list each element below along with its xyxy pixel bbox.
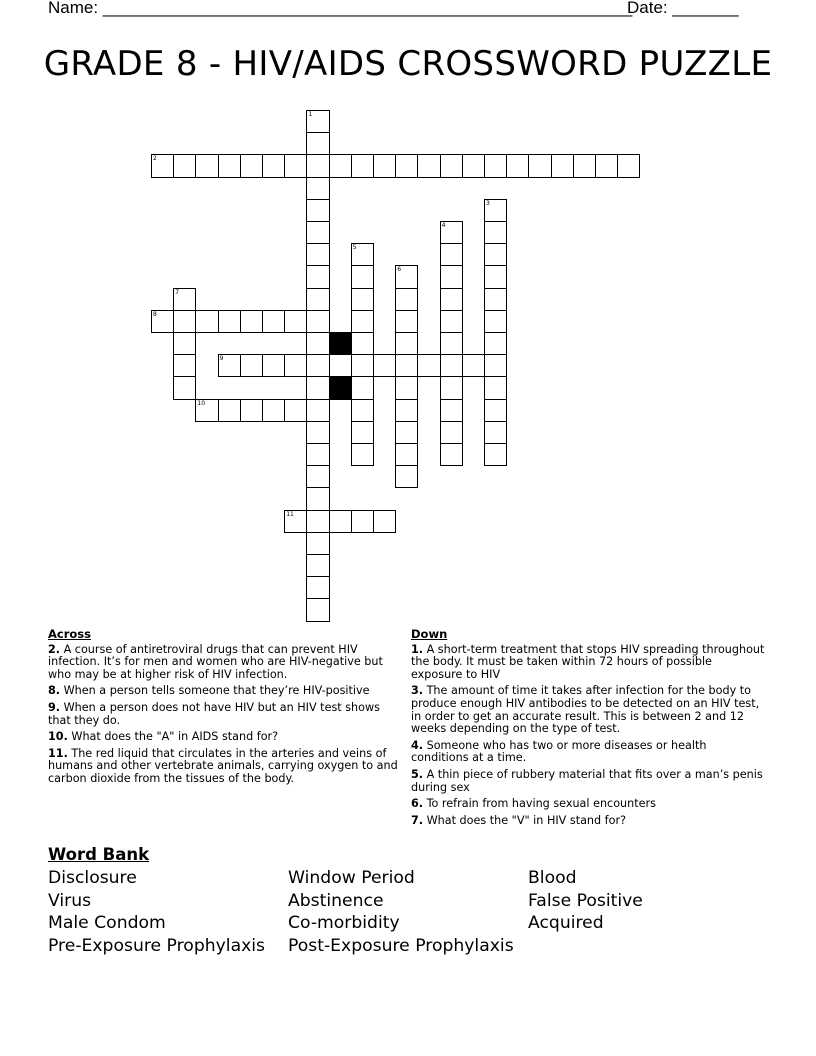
answer-square[interactable] [484,421,507,444]
answer-square[interactable] [306,376,329,399]
clue-number: 6 [397,266,402,274]
answer-square[interactable] [351,376,374,399]
clue-number: 10. [48,730,68,744]
answer-square[interactable] [306,354,329,377]
answer-square[interactable] [440,310,463,333]
answer-square[interactable] [351,154,374,177]
answer-square[interactable] [395,421,418,444]
answer-square[interactable] [484,265,507,288]
page-title: GRADE 8 - HIV/AIDS CROSSWORD PUZZLE [43,44,773,84]
answer-square[interactable] [306,598,329,621]
answer-square[interactable] [240,354,263,377]
answer-square[interactable] [351,510,374,533]
clue-item [411,769,766,794]
answer-square[interactable] [395,288,418,311]
answer-square[interactable] [284,510,307,533]
answer-square[interactable] [306,532,329,555]
answer-square[interactable] [306,576,329,599]
answer-square[interactable] [395,465,418,488]
word-bank-item: Disclosure [48,868,137,888]
answer-square[interactable] [395,154,418,177]
answer-square[interactable] [440,399,463,422]
answer-square[interactable] [440,154,463,177]
answer-square[interactable] [395,443,418,466]
answer-square[interactable] [195,399,218,422]
clue-number: 5. [411,767,424,781]
answer-square[interactable] [440,265,463,288]
answer-square[interactable] [440,243,463,266]
answer-square[interactable] [306,199,329,222]
word-bank-item: Male Condom [48,913,166,934]
word-bank-item: Post-Exposure Prophylaxis [288,935,514,956]
name-field-label: Name: ________________________________________________________ [48,0,633,17]
answer-square[interactable] [151,310,174,333]
answer-square[interactable] [395,310,418,333]
answer-square[interactable] [484,310,507,333]
answer-square[interactable] [306,110,329,133]
answer-square[interactable] [306,554,329,577]
answer-square[interactable] [373,510,396,533]
answer-square[interactable] [484,243,507,266]
answer-square[interactable] [240,154,263,177]
answer-square[interactable] [462,154,485,177]
clue-number: 8. [48,684,61,698]
answer-square[interactable] [551,154,574,177]
answer-square[interactable] [240,310,263,333]
answer-square[interactable] [351,265,374,288]
answer-square[interactable] [351,421,374,444]
date-field-label: Date: _______ [627,0,739,17]
answer-square[interactable] [351,443,374,466]
answer-square[interactable] [329,354,352,377]
answer-square[interactable] [351,310,374,333]
answer-square[interactable] [306,332,329,355]
clue-number: 5 [352,244,357,252]
clue-number: 2 [153,155,157,163]
answer-square[interactable] [417,354,440,377]
answer-square[interactable] [395,354,418,377]
across-clues [48,628,403,790]
answer-square[interactable] [306,421,329,444]
clue-text: Someone who has two or more diseases or health conditions at a time. [411,738,707,765]
answer-square[interactable] [351,332,374,355]
answer-square[interactable] [395,332,418,355]
clue-number: 9. [48,700,61,714]
answer-square[interactable] [218,310,241,333]
down-heading: Down [411,627,448,641]
answer-square[interactable] [262,154,285,177]
word-bank-item: False Positive [528,890,643,911]
answer-square[interactable] [617,154,640,177]
answer-square[interactable] [484,332,507,355]
answer-square[interactable] [351,288,374,311]
clue-number: 8 [153,310,157,318]
clue-item [48,685,403,698]
answer-square[interactable] [284,310,307,333]
answer-square[interactable] [440,221,463,244]
answer-square[interactable] [440,443,463,466]
clue-item [48,644,403,682]
clue-number: 2. [48,642,61,656]
answer-square[interactable] [484,221,507,244]
answer-square[interactable] [173,332,196,355]
answer-square[interactable] [218,399,241,422]
word-bank-item: Abstinence [288,890,384,911]
clue-number: 3. [411,684,424,698]
clue-item [411,815,766,828]
answer-square[interactable] [173,354,196,377]
answer-square[interactable] [484,443,507,466]
clue-number: 7 [175,288,180,296]
answer-square[interactable] [262,354,285,377]
answer-square[interactable] [373,154,396,177]
filled-square [329,376,352,399]
answer-square[interactable] [306,243,329,266]
clue-number: 6. [411,797,424,811]
clue-number: 1. [411,642,424,656]
answer-square[interactable] [373,354,396,377]
answer-square[interactable] [306,177,329,200]
clue-text: To refrain from having sexual encounters [423,797,656,811]
answer-square[interactable] [262,310,285,333]
answer-square[interactable] [440,376,463,399]
answer-square[interactable] [462,354,485,377]
clue-text: The red liquid that circulates in the arteries and veins of humans and other vertebrate animals, carrying oxygen to and carbon dioxide from the tissues of the body. [48,746,398,785]
answer-square[interactable] [306,310,329,333]
clue-item [411,798,766,811]
answer-square[interactable] [351,354,374,377]
clue-text: The amount of time it takes after infection for the body to produce enough HIV antibodies to be detected on an HIV test, in order to get an accurate result. This is between 2 and 12 weeks depending on the type of test. [411,684,760,736]
answer-square[interactable] [484,199,507,222]
answer-square[interactable] [440,421,463,444]
clue-number: 9 [219,355,224,363]
answer-square[interactable] [329,510,352,533]
answer-square[interactable] [329,154,352,177]
answer-square[interactable] [173,376,196,399]
answer-square[interactable] [528,154,551,177]
answer-square[interactable] [284,154,307,177]
answer-square[interactable] [484,354,507,377]
clue-text: When a person does not have HIV but an HIV test shows that they do. [48,700,380,727]
answer-square[interactable] [306,221,329,244]
answer-square[interactable] [284,399,307,422]
clue-text: A short-term treatment that stops HIV spreading throughout the body. It must be taken within 72 hours of possible exposure to HIV [411,642,765,681]
clue-text: What does the "A" in AIDS stand for? [67,730,279,744]
answer-square[interactable] [218,354,241,377]
answer-square[interactable] [395,399,418,422]
answer-square[interactable] [395,376,418,399]
clue-number: 4 [441,222,446,229]
answer-square[interactable] [306,265,329,288]
answer-square[interactable] [395,265,418,288]
answer-square[interactable] [484,399,507,422]
answer-square[interactable] [195,154,218,177]
filled-square [329,332,352,355]
answer-square[interactable] [306,132,329,155]
answer-square[interactable] [440,332,463,355]
word-bank-item: Window Period [288,868,415,888]
answer-square[interactable] [484,376,507,399]
answer-square[interactable] [240,399,263,422]
answer-square[interactable] [440,354,463,377]
word-bank-item: Pre-Exposure Prophylaxis [48,935,266,956]
clue-number: 3 [486,199,490,207]
answer-square[interactable] [173,310,196,333]
answer-square[interactable] [173,288,196,311]
clue-item [411,685,766,735]
answer-square[interactable] [595,154,618,177]
answer-square[interactable] [351,399,374,422]
answer-square[interactable] [173,154,196,177]
clue-number: 1 [308,111,313,118]
word-bank-item: Virus [48,890,92,911]
answer-square[interactable] [306,487,329,510]
clue-text: A thin piece of rubbery material that fits over a man’s penis during sex [411,767,763,794]
clue-text: A course of antiretroviral drugs that can prevent HIV infection. It’s for men and women who are HIV-negative but who may be at higher risk of HIV infection. [48,642,383,681]
clue-number: 7. [411,813,424,827]
answer-square[interactable] [306,399,329,422]
clue-number: 4. [411,738,424,752]
answer-square[interactable] [306,154,329,177]
clue-text: What does the "V" in HIV stand for? [423,813,627,827]
answer-square[interactable] [218,154,241,177]
answer-square[interactable] [484,288,507,311]
answer-square[interactable] [484,154,507,177]
clue-number: 11. [48,746,68,760]
answer-square[interactable] [306,465,329,488]
clue-item [48,702,403,727]
word-bank-item: Co-morbidity [288,913,400,934]
answer-square[interactable] [195,310,218,333]
clue-number: 10 [197,399,206,407]
answer-square[interactable] [151,154,174,177]
clue-text: When a person tells someone that they’re HIV-positive [60,684,370,698]
answer-square[interactable] [417,154,440,177]
answer-square[interactable] [306,510,329,533]
answer-square[interactable] [306,443,329,466]
word-bank-item: Acquired [528,913,604,934]
across-heading: Across [48,627,91,641]
clue-item [48,748,403,786]
answer-square[interactable] [262,399,285,422]
answer-square[interactable] [306,288,329,311]
word-bank-heading: Word Bank [48,845,150,864]
clue-number: 11 [286,510,294,518]
down-clues [411,628,766,831]
clue-item [411,644,766,682]
answer-square[interactable] [573,154,596,177]
answer-square[interactable] [440,288,463,311]
clue-item [411,740,766,765]
answer-square[interactable] [506,154,529,177]
answer-square[interactable] [284,354,307,377]
clue-item [48,731,403,744]
word-bank-item: Blood [528,868,577,888]
answer-square[interactable] [351,243,374,266]
